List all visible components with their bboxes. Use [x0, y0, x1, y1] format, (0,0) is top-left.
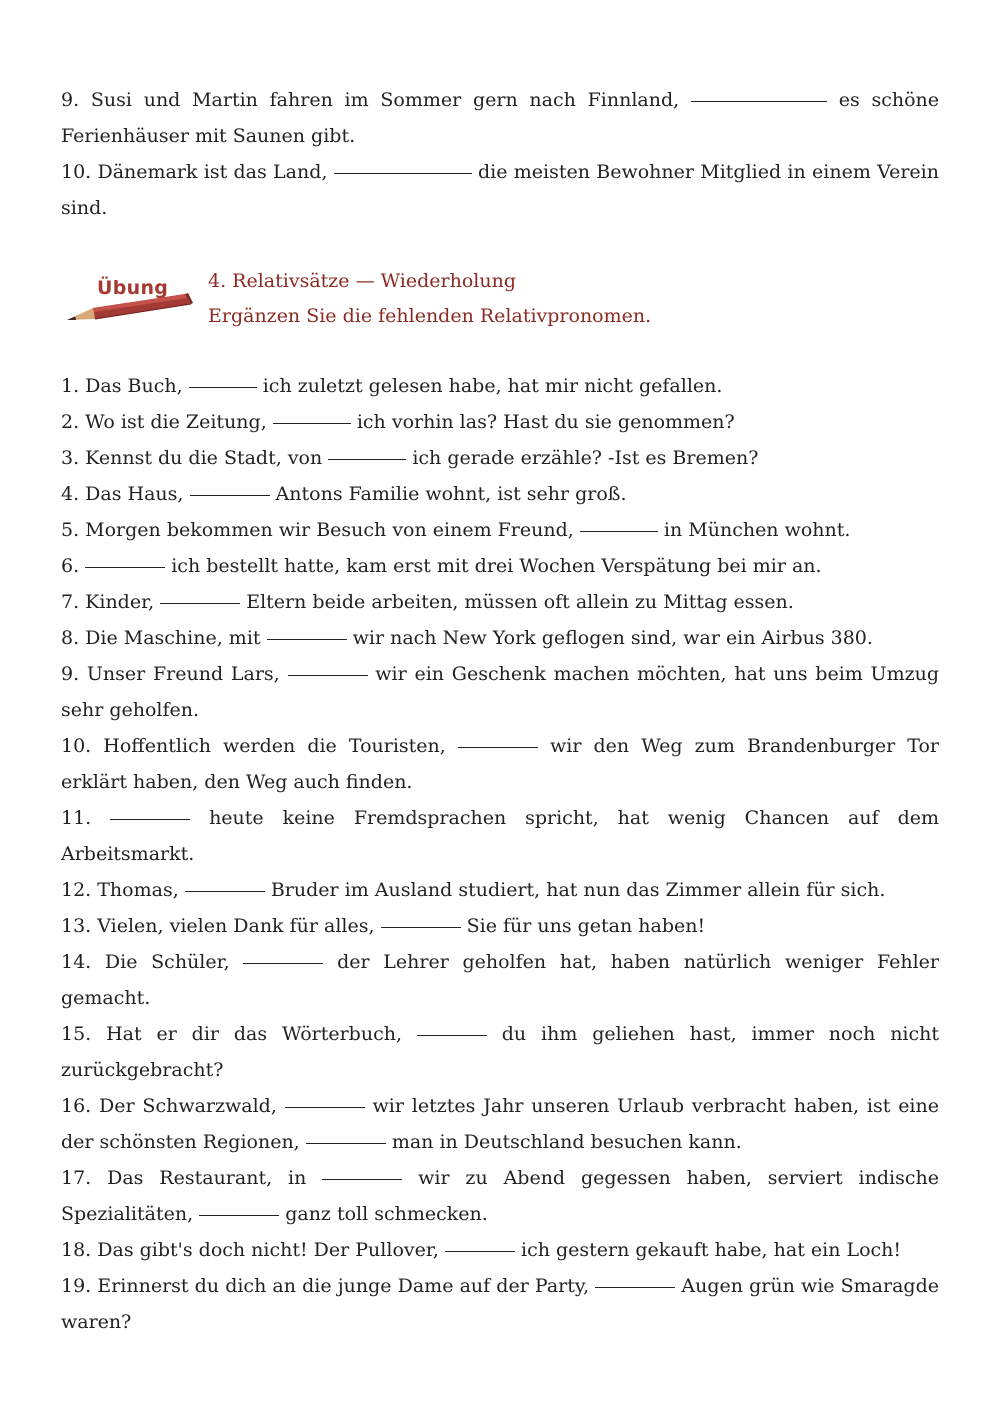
exercise-item — [61, 476, 939, 512]
exercise-item — [61, 908, 939, 944]
item-text: wir den Weg zum Brandenburger Tor erklärt haben, den Weg auch finden. — [61, 735, 940, 793]
item-text: 18. Das gibt's doch nicht! Der Pullover, — [61, 1239, 439, 1261]
exercise-item — [61, 440, 939, 476]
answer-blank[interactable] — [189, 386, 257, 388]
exercise-heading — [208, 264, 651, 334]
exercise-item — [61, 368, 939, 404]
answer-blank[interactable] — [328, 458, 406, 460]
item-text: ich gestern gekauft habe, hat ein Loch! — [521, 1239, 902, 1261]
item-text: 11. — [61, 807, 92, 829]
item-text: wir zu Abend gegessen haben, serviert indische Spezialitäten, — [61, 1167, 939, 1225]
exercise-instruction: Ergänzen Sie die fehlenden Relativpronomen. — [208, 305, 652, 327]
item-text: 9. Unser Freund Lars, — [61, 663, 280, 685]
answer-blank[interactable] — [199, 1214, 279, 1216]
item-text: 9. Susi und Martin fahren im Sommer gern nach Finnland, — [61, 89, 680, 111]
answer-blank[interactable] — [160, 602, 240, 604]
item-text: ich gerade erzähle? -Ist es Bremen? — [412, 447, 759, 469]
answer-blank[interactable] — [445, 1250, 515, 1252]
item-text: ich vorhin las? Hast du sie genommen? — [356, 411, 735, 433]
exercise-item — [61, 944, 939, 1016]
answer-blank[interactable] — [306, 1142, 386, 1144]
exercise-item — [61, 584, 939, 620]
item-text: heute keine Fremdsprachen spricht, hat wenig Chancen auf dem Arbeitsmarkt. — [61, 807, 939, 865]
answer-blank[interactable] — [595, 1286, 675, 1288]
exercise-header — [61, 262, 939, 332]
item-text: 10. Dänemark ist das Land, — [61, 161, 328, 183]
item-text: Augen grün wie Smaragde waren? — [61, 1275, 939, 1333]
item-text: Sie für uns getan haben! — [466, 915, 706, 937]
previous-item — [61, 82, 939, 154]
exercise-item — [61, 1268, 939, 1340]
answer-blank[interactable] — [458, 746, 538, 748]
item-text: 8. Die Maschine, mit — [61, 627, 261, 649]
worksheet-body — [61, 82, 939, 1340]
item-text: 2. Wo ist die Zeitung, — [61, 411, 267, 433]
exercise-item — [61, 1088, 939, 1160]
answer-blank[interactable] — [322, 1178, 402, 1180]
item-text: Bruder im Ausland studiert, hat nun das Zimmer allein für sich. — [270, 879, 886, 901]
exercise-item — [61, 548, 939, 584]
item-text: 12. Thomas, — [61, 879, 179, 901]
answer-blank[interactable] — [267, 638, 347, 640]
exercise-item — [61, 620, 939, 656]
item-text: 16. Der Schwarzwald, — [61, 1095, 277, 1117]
answer-blank[interactable] — [334, 172, 472, 174]
exercise-item — [61, 728, 939, 800]
item-text: wir nach New York geflogen sind, war ein Airbus 380. — [352, 627, 873, 649]
item-text: 14. Die Schüler, — [61, 951, 230, 973]
item-text: 5. Morgen bekommen wir Besuch von einem Freund, — [61, 519, 574, 541]
answer-blank[interactable] — [691, 100, 827, 102]
item-text: ich zuletzt gelesen habe, hat mir nicht gefallen. — [262, 375, 723, 397]
answer-blank[interactable] — [190, 494, 270, 496]
exercise-item — [61, 656, 939, 728]
item-text: wir letztes Jahr unseren Urlaub verbracht haben, ist eine der schönsten Regionen, — [61, 1095, 939, 1153]
exercise-item — [61, 872, 939, 908]
exercise-item — [61, 1232, 939, 1268]
item-text: ich bestellt hatte, kam erst mit drei Wochen Verspätung bei mir an. — [171, 555, 822, 577]
item-text: 7. Kinder, — [61, 591, 155, 613]
item-text: Antons Familie wohnt, ist sehr groß. — [275, 483, 627, 505]
item-text: die meisten Bewohner Mitglied in einem Verein sind. — [61, 161, 939, 219]
item-text: 10. Hoffentlich werden die Touristen, — [61, 735, 446, 757]
item-text: 15. Hat er dir das Wörterbuch, — [61, 1023, 403, 1045]
exercise-item — [61, 800, 939, 872]
item-text: 17. Das Restaurant, in — [61, 1167, 307, 1189]
item-text: ganz toll schmecken. — [285, 1203, 488, 1225]
exercise-title: 4. Relativsätze — Wiederholung — [208, 270, 517, 292]
exercise-item — [61, 1160, 939, 1232]
item-text: Eltern beide arbeiten, müssen oft allein zu Mittag essen. — [246, 591, 794, 613]
item-text: du ihm geliehen hast, immer noch nicht zurückgebracht? — [61, 1023, 940, 1081]
answer-blank[interactable] — [85, 566, 165, 568]
item-text: 1. Das Buch, — [61, 375, 183, 397]
item-text: der Lehrer geholfen hat, haben natürlich weniger Fehler gemacht. — [61, 951, 939, 1009]
answer-blank[interactable] — [285, 1106, 365, 1108]
badge-label: Übung — [97, 277, 169, 299]
item-text: 4. Das Haus, — [61, 483, 184, 505]
answer-blank[interactable] — [110, 818, 190, 820]
item-text: es schöne Ferienhäuser mit Saunen gibt. — [61, 89, 939, 147]
item-text: wir ein Geschenk machen möchten, hat uns beim Umzug sehr geholfen. — [61, 663, 939, 721]
pencil-icon — [65, 292, 195, 326]
answer-blank[interactable] — [273, 422, 351, 424]
exercise-item — [61, 1016, 939, 1088]
item-text: 13. Vielen, vielen Dank für alles, — [61, 915, 375, 937]
answer-blank[interactable] — [243, 962, 323, 964]
uebung-badge — [65, 272, 195, 332]
answer-blank[interactable] — [580, 530, 658, 532]
answer-blank[interactable] — [417, 1034, 487, 1036]
item-text: 6. — [61, 555, 80, 577]
exercise-item — [61, 404, 939, 440]
item-text: man in Deutschland besuchen kann. — [391, 1131, 742, 1153]
item-text: in München wohnt. — [663, 519, 851, 541]
exercise-item — [61, 512, 939, 548]
answer-blank[interactable] — [381, 926, 461, 928]
previous-item — [61, 154, 939, 226]
item-text: 19. Erinnerst du dich an die junge Dame auf der Party, — [61, 1275, 590, 1297]
item-text: 3. Kennst du die Stadt, von — [61, 447, 323, 469]
answer-blank[interactable] — [185, 890, 265, 892]
answer-blank[interactable] — [288, 674, 368, 676]
